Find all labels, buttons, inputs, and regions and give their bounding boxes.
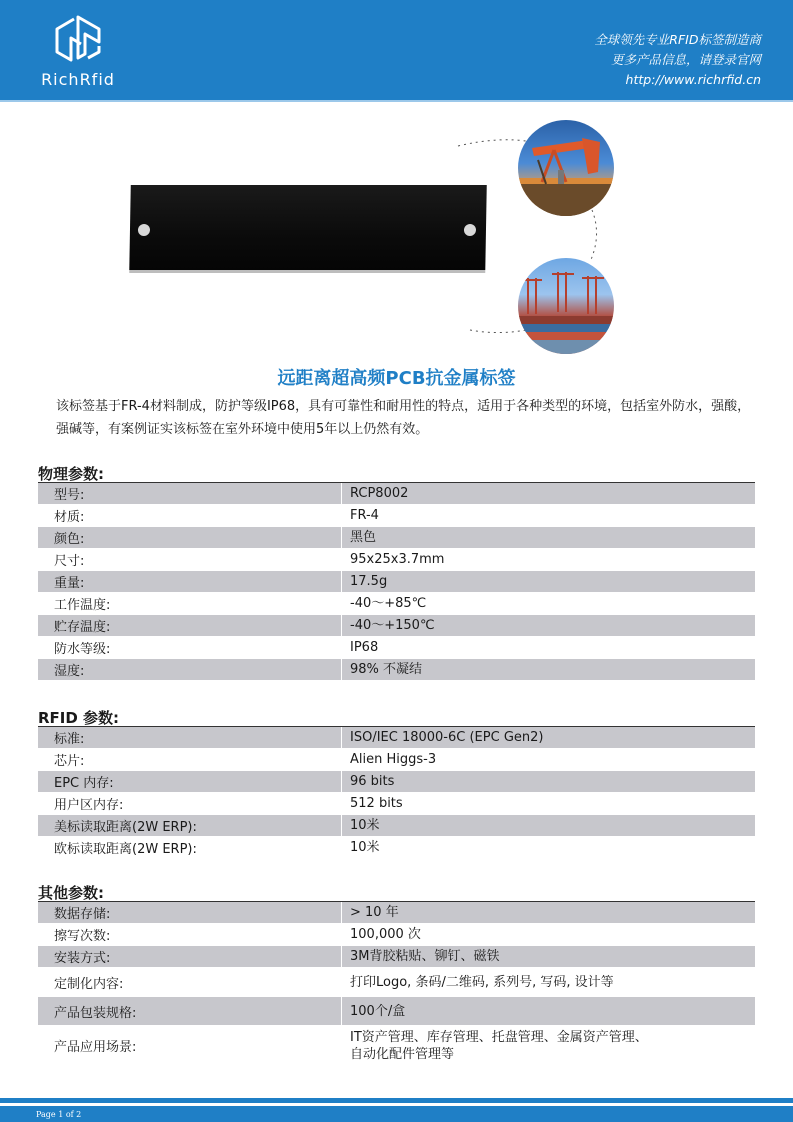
header-divider (0, 100, 793, 102)
param-label (38, 837, 342, 858)
table-row (38, 637, 755, 659)
param-value (342, 968, 755, 996)
table-row (38, 727, 755, 749)
param-value-text: 100,000 次 (350, 927, 421, 942)
param-value (342, 659, 755, 680)
param-value (342, 902, 755, 923)
param-value (342, 549, 755, 570)
param-value-text: 10米 (350, 818, 380, 833)
page-number: Page 1 of 2 (36, 1110, 82, 1119)
param-label-text: 产品应用场景: (54, 1040, 137, 1055)
param-label (38, 637, 342, 658)
param-label (38, 505, 342, 526)
header-subslogan: 更多产品信息，请登录官网 (610, 52, 761, 67)
param-label-text: EPC 内存: (54, 776, 114, 791)
param-value (342, 749, 755, 770)
product-title: 远距离超高频PCB抗金属标签 (277, 368, 516, 389)
param-value-text: -40～+150℃ (350, 618, 435, 633)
param-label-text: 擦写次数: (54, 929, 111, 944)
param-value-text: IT资产管理、库存管理、托盘管理、金属资产管理、 自动化配件管理等 (350, 1029, 648, 1062)
param-label (38, 571, 342, 592)
rfid-params-table (38, 726, 755, 859)
brand-logo (38, 14, 118, 92)
param-value (342, 527, 755, 548)
param-value (342, 593, 755, 614)
param-label-text: 工作温度: (54, 598, 111, 613)
table-row (38, 571, 755, 593)
param-value-text: FR-4 (350, 508, 379, 523)
table-row (38, 793, 755, 815)
param-label (38, 924, 342, 945)
param-value-text: 96 bits (350, 774, 395, 789)
param-label (38, 946, 342, 967)
param-label-text: 芯片: (54, 754, 85, 769)
param-value (342, 793, 755, 814)
logo-mark-icon (52, 14, 104, 66)
param-label-text: 材质: (54, 510, 85, 525)
param-value-text: 512 bits (350, 796, 403, 811)
param-label (38, 771, 342, 792)
table-row (38, 483, 755, 505)
table-row (38, 749, 755, 771)
param-value (342, 1026, 755, 1065)
param-value (342, 483, 755, 504)
param-label-text: 美标读取距离(2W ERP): (54, 820, 197, 835)
param-value-text: 100个/盒 (350, 1003, 406, 1019)
param-label-text: 产品包装规格: (54, 1005, 137, 1021)
param-label (38, 815, 342, 836)
other-section-title: 其他参数: (38, 884, 104, 902)
mount-hole (138, 224, 150, 236)
page-footer (0, 1098, 793, 1122)
param-value-text: 打印Logo, 条码/二维码, 系列号, 写码, 设计等 (350, 974, 614, 990)
table-row (38, 527, 755, 549)
param-label-text: 欧标读取距离(2W ERP): (54, 842, 197, 857)
param-value-text: 17.5g (350, 574, 388, 589)
rfid-section-title: RFID 参数: (38, 709, 120, 727)
param-value (342, 571, 755, 592)
param-value-text: -40～+85℃ (350, 596, 427, 611)
param-value-text: 黑色 (350, 530, 377, 545)
header-info (594, 30, 761, 90)
table-row (38, 1026, 755, 1066)
product-intro: 该标签基于FR-4材料制成，防护等级IP68，具有可靠性和耐用性的特点，适用于各种类型的环境，包括室外防水，强酸，强碱等，有案例证实该标签在室外环境中使用5年以上仍然有效。 (56, 399, 751, 437)
table-row (38, 815, 755, 837)
param-label (38, 968, 342, 996)
param-label (38, 483, 342, 504)
param-value (342, 946, 755, 967)
param-value-text: > 10 年 (350, 905, 399, 920)
table-row (38, 659, 755, 681)
param-label-text: 贮存温度: (54, 620, 111, 635)
param-value (342, 837, 755, 858)
param-value-text: Alien Higgs-3 (350, 752, 437, 767)
table-row (38, 549, 755, 571)
table-row (38, 505, 755, 527)
param-label-text: 安装方式: (54, 951, 111, 966)
table-row (38, 997, 755, 1026)
param-label (38, 727, 342, 748)
param-label (38, 793, 342, 814)
pcb-tag-shape (129, 185, 487, 273)
param-value (342, 637, 755, 658)
param-value (342, 615, 755, 636)
param-label (38, 997, 342, 1025)
page-header (0, 0, 793, 100)
param-label (38, 749, 342, 770)
header-website-link[interactable]: http://www.richrfid.cn (625, 72, 761, 87)
param-label (38, 902, 342, 923)
param-label-text: 用户区内存: (54, 798, 124, 813)
table-row (38, 924, 755, 946)
param-label-text: 尺寸: (54, 554, 85, 569)
param-label-text: 定制化内容: (54, 976, 124, 992)
param-value-text: 98% 不凝结 (350, 662, 423, 677)
other-params-table (38, 901, 755, 1066)
param-value-text: 95x25x3.7mm (350, 552, 445, 567)
param-value (342, 997, 755, 1025)
param-value-text: RCP8002 (350, 486, 409, 501)
param-value (342, 505, 755, 526)
param-label (38, 549, 342, 570)
param-label-text: 标准: (54, 732, 85, 747)
table-row (38, 968, 755, 997)
oil-field-photo (518, 120, 614, 216)
param-label (38, 615, 342, 636)
param-label (38, 527, 342, 548)
table-row (38, 946, 755, 968)
header-slogan: 全球领先专业RFID标签制造商 (594, 32, 761, 47)
param-value (342, 924, 755, 945)
param-label-text: 数据存储: (54, 907, 111, 922)
param-label-text: 湿度: (54, 664, 85, 679)
param-label-text: 防水等级: (54, 642, 111, 657)
param-label-text: 型号: (54, 488, 85, 503)
param-label-text: 重量: (54, 576, 85, 591)
param-value-text: IP68 (350, 640, 379, 655)
product-image (130, 185, 486, 275)
physical-section-title: 物理参数: (38, 465, 104, 483)
param-label (38, 659, 342, 680)
table-row (38, 902, 755, 924)
physical-params-table (38, 482, 755, 681)
param-value (342, 771, 755, 792)
param-value (342, 815, 755, 836)
param-value (342, 727, 755, 748)
brand-name: RichRfid (41, 70, 115, 89)
param-value-text: 3M背胶粘贴、铆钉、磁铁 (350, 949, 500, 964)
param-label (38, 1026, 342, 1065)
container-port-photo (518, 258, 614, 354)
param-value-text: 10米 (350, 840, 380, 855)
footer-stripe (0, 1103, 793, 1106)
table-row (38, 771, 755, 793)
param-label-text: 颜色: (54, 532, 85, 547)
param-value-text: ISO/IEC 18000-6C (EPC Gen2) (350, 730, 544, 745)
param-label (38, 593, 342, 614)
table-row (38, 615, 755, 637)
table-row (38, 593, 755, 615)
table-row (38, 837, 755, 859)
